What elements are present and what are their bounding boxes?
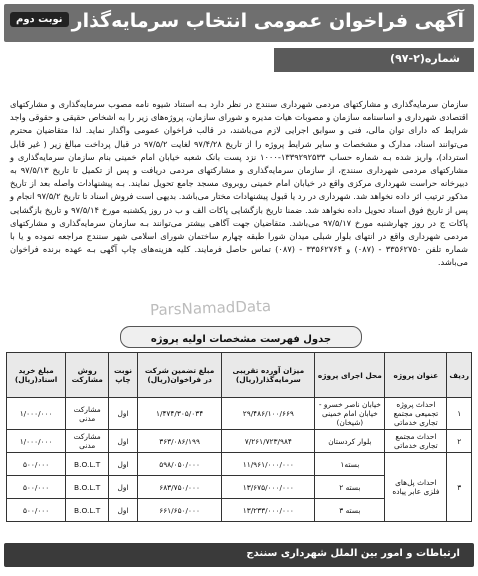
cell-location: خیابان ناصر خسرو - خیابان امام خمینی (شیخان) (315, 398, 385, 430)
cell-print-round: اول (109, 430, 138, 453)
announcement-number: شماره(۲-۹۷) (390, 52, 460, 65)
col-row-number: ردیف (447, 353, 472, 398)
cell-document-price: ۱/۰۰۰/۰۰۰ (7, 398, 66, 430)
announcement-number-band (274, 48, 474, 72)
cell-document-price: ۱/۰۰۰/۰۰۰ (7, 430, 66, 453)
cell-guarantee: ۳۶۳/۰۸۶/۱۹۹ (137, 430, 222, 453)
cell-print-round: اول (109, 398, 138, 430)
col-document-price: مبلغ خرید اسناد(ریال) (7, 353, 66, 398)
cell-participation-method: مشارکت مدنی (66, 430, 109, 453)
cell-document-price: ۵۰۰/۰۰۰ (7, 476, 66, 499)
table-row (7, 430, 472, 453)
cell-guarantee: ۶۸۳/۷۵۰/۰۰۰ (137, 476, 222, 499)
cell-guarantee: ۵۹۸/۰۵۰/۰۰۰ (137, 453, 222, 476)
col-project-title: عنوان پروژه (385, 353, 447, 398)
col-guarantee: مبلغ تضمین شرکت در فراخوان(ریال) (137, 353, 222, 398)
cell-location: بلوار کردستان (315, 430, 385, 453)
footer-text: ارتباطات و امور بین الملل شهرداری سنندج (246, 548, 460, 559)
cell-row-number: ۲ (447, 430, 472, 453)
cell-row-number: ۳ (447, 453, 472, 522)
cell-print-round: اول (109, 453, 138, 476)
cell-participation-method: B.O.L.T (66, 476, 109, 499)
cell-location: بسته۱ (315, 453, 385, 476)
col-investment: میزان آورده تقریبی سرمایه‌گذار(ریال) (222, 353, 315, 398)
announcement-body: سازمان سرمایه‌گذاری و مشارکتهای مردمی شهرداری سنندج در نظر دارد بـه استناد شیوه نامه مصوب سرمایه‌گذاری و مشارکتهای اقتصادی شهرداری و اساسنامه سازمان و مصوبات هیات مدیره و شورای سازمان، پروژه‌های زیر را به اشخاص حقیقی و حقوقی واجد شرایط که دارای توان مالی، فنی و سوابق اجرایی لازم می‌باشند، در قالب فراخوان عمومی واگذار نماید. لذا متقاضیان محترم می‌توانند اسناد، مدارک و مشخصات و سایر شرایط پروژه را از تاریخ ۹۷/۴/۲۸ لغایت ۹۷/۵/۲ در قبال پرداخت مبالغ زیر ( غیر قابل استرداد)، واریز شده بـه شماره حساب ۱۳۳۹۲۹۲۵۳۳-۱۰۰۰ نزد پست بانک شعبه خیابان امام خمینی بنام سازمان سرمایه‌گذاری و مشارکتهای مردمی شهرداری سنندج، از سازمان سرمایه‌گذاری و مشارکتهای مردمی دریافت و پس از تکمیل تا تاریخ ۹۷/۵/۱۳ به دبیرخانه حراست شهرداری مرکزی واقع در خیابان امام خمینی روبروی مسجد جامع تحویل نمایند. بـه پیشنهادات واصله بعد از تاریخ مذکور ترتیب اثر داده نخواهد شد. شهرداری در رد یا قبول پیشنهادات مختار می‌باشد. بدیهی است فروش اسناد تا تاریخ ۹۷/۵/۲ انجام و پس از تاریخ فوق اسناد تحویل داده نخواهد شد. ضمنا تاریخ بازگشایی پاکات الف و ب در روز یکشنبه مورخ ۹۷/۵/۱۴ و تاریخ بازگشایی پاکات ج در روز چهارشنبه مورخ ۹۷/۵/۱۷ می‌باشد. متقاضیان جهت آگاهی بیشتر می‌توانند بـه سازمان سرمایه‌گذاری و مشارکتهای مردمی شهرداری واقع در انتهای بلوار شبلی میدان شورا طبقه چهارم ساختمان شورای اسلامی شهر سنندج مراجعه نموده و یا با شماره تلفن ۳۳۵۶۲۷۵۰ - (۰۸۷) و ۳۳۵۶۲۷۶۴ - (۰۸۷) تماس حاصل فرمایند. کلیه هزینه‌های چاپ آگهی بـه عهده برنده فراخوان می‌باشد. (10, 99, 468, 268)
col-participation-method: روش مشارکت (66, 353, 109, 398)
cell-participation-method: B.O.L.T (66, 453, 109, 476)
header (4, 4, 474, 92)
page-title: آگهی فراخوان عمومی انتخاب سرمایه‌گذار (71, 10, 464, 32)
cell-document-price: ۵۰۰/۰۰۰ (7, 453, 66, 476)
projects-table (6, 352, 472, 522)
cell-investment: ۲۹/۴۸۶/۱۰۰/۶۶۹ (222, 398, 315, 430)
cell-participation-method: مشارکت مدنی (66, 398, 109, 430)
cell-investment: ۱۱/۹۶۱/۰۰۰/۰۰۰ (222, 453, 315, 476)
watermark: ParsNamadData (149, 296, 272, 320)
cell-row-number: ۱ (447, 398, 472, 430)
cell-location: بسته ۲ (315, 476, 385, 499)
cell-location: بسته ۳ (315, 499, 385, 522)
col-location: محل اجرای پروژه (315, 353, 385, 398)
cell-participation-method: B.O.L.T (66, 499, 109, 522)
cell-investment: ۱۳/۲۳۳/۰۰۰/۰۰۰ (222, 499, 315, 522)
cell-print-round: اول (109, 476, 138, 499)
table-section-title (120, 326, 362, 348)
table-row (7, 453, 472, 476)
round-badge: نوبت دوم (10, 12, 69, 27)
footer (4, 543, 474, 567)
cell-investment: ۷/۲۶۱/۷۲۳/۹۸۴ (222, 430, 315, 453)
cell-document-price: ۵۰۰/۰۰۰ (7, 499, 66, 522)
table-section-title-text: جدول فهرست مشخصات اولیه پروژه (150, 334, 332, 345)
col-print-round: نوبت چاپ (109, 353, 138, 398)
cell-print-round: اول (109, 499, 138, 522)
table-header-row (7, 353, 472, 398)
cell-guarantee: ۱/۴۷۴/۳۰۵/۰۳۴ (137, 398, 222, 430)
cell-project-title: احداث پل‌های فلزی عابر پیاده (385, 453, 447, 522)
cell-project-title: احداث پروژه تجمیعی مجتمع تجاری خدماتی (385, 398, 447, 430)
cell-investment: ۱۳/۶۷۵/۰۰۰/۰۰۰ (222, 476, 315, 499)
title-band (4, 4, 474, 42)
cell-project-title: احداث مجتمع تجاری خدماتی (385, 430, 447, 453)
cell-guarantee: ۶۶۱/۶۵۰/۰۰۰ (137, 499, 222, 522)
table-row (7, 398, 472, 430)
